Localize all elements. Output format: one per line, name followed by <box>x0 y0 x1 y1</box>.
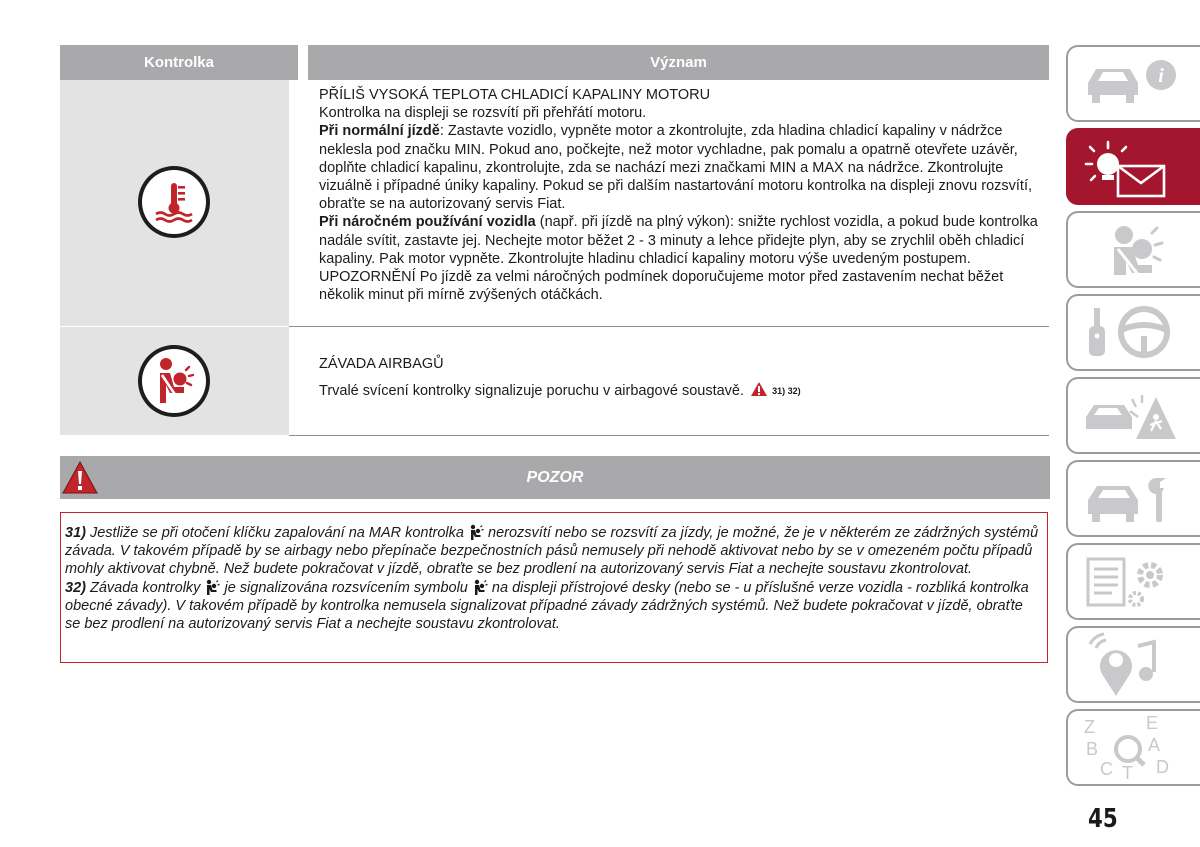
tab-key-steering[interactable] <box>1066 294 1200 371</box>
index-icon <box>1076 715 1186 783</box>
note-32: 32) Závada kontrolky je signalizována rozsvícením symbolu na displeji přístrojové desky (nebo se - u příslušné verze vozidla - rozbliká kontrolka obecné závady). V takovém případě by kontrolka nemusela signalizovat případné závady zádržných systémů. Než budete pokračovat v jízdě, obraťte se bez prodlení na autorizovaný servis Fiat a nechejte soustavu zkontrolovat. <box>65 579 1029 633</box>
multimedia-icon <box>1076 632 1186 700</box>
tab-multimedia[interactable] <box>1066 626 1200 703</box>
svg-text:A: A <box>1148 735 1161 755</box>
svg-text:B: B <box>1086 739 1099 759</box>
airbag-title: ZÁVADA AIRBAGŮ <box>319 356 444 372</box>
svg-text:D: D <box>1156 757 1169 777</box>
airbag-fault-icon <box>138 345 210 417</box>
warning-lights-icon <box>1076 134 1186 202</box>
tab-warning-lights[interactable] <box>1066 128 1200 205</box>
coolant-note: UPOZORNĚNÍ Po jízdě za velmi náročných podmínek doporučujeme motor před zastavením nechat běžet několik minut při mírně zvýšených otáčkách. <box>319 269 1004 304</box>
airbag-small-icon <box>204 579 220 595</box>
coolant-temperature-icon <box>138 166 210 238</box>
coolant-normal-paragraph: Při normální jízdě: Zastavte vozidlo, vypněte motor a zkontrolujte, zda hladina chladicí kapaliny v nádržce neklesla pod značku MIN. Pokud ano, počkejte, než motor vychladne, pak pomalu a opatrně otevřete uzávěr, doplňte chladicí kapalinu, zkontrolujte, zda se nachází mezi značkami MIN a MAX na nádržce. Zkontrolujte vizuálně i případné úniky kapaliny. Pokud se při dalším nastartování motoru kontrolka na displeji znovu rozsvítí, obraťte se na autorizovaný servis Fiat. <box>319 123 1033 213</box>
coolant-title: PŘÍLIŠ VYSOKÁ TEPLOTA CHLADICÍ KAPALINY MOTORU <box>319 87 711 103</box>
pozor-text <box>65 524 1040 633</box>
tab-car-maintenance[interactable] <box>1066 460 1200 537</box>
airbag-small-icon <box>468 524 484 540</box>
svg-text:Z: Z <box>1084 717 1095 737</box>
car-info-icon <box>1076 51 1186 119</box>
car-emergency-icon <box>1076 383 1186 451</box>
coolant-description <box>319 86 1049 304</box>
tab-airbag-seat[interactable] <box>1066 211 1200 288</box>
table-header-vyznam: Význam <box>308 45 1049 80</box>
warning-triangle-icon <box>750 381 768 397</box>
page-number: 45 <box>1088 804 1118 834</box>
tab-car-info[interactable] <box>1066 45 1200 122</box>
pozor-title: POZOR <box>526 468 584 486</box>
key-steering-icon <box>1076 300 1186 368</box>
row-divider <box>289 435 1049 436</box>
note-31: 31) Jestliže se při otočení klíčku zapalování na MAR kontrolka nerozsvítí nebo se rozsvítí za jízdy, je možné, že je v některém ze zádržných systémů závada. V takovém případě by se airbagy nebo přepínače bezpečnostních pásů nemusely při nehodě aktivovat nebo by se v omezeném počtu případů mohly aktivovat chybně. Než budete pokračovat v jízdě, obraťte se bez prodlení na autorizovaný servis Fiat a nechejte soustavu zkontrolovat. <box>65 525 1039 578</box>
car-maintenance-icon <box>1076 466 1186 534</box>
svg-text:i: i <box>1158 65 1164 87</box>
tab-car-emergency[interactable] <box>1066 377 1200 454</box>
svg-text:T: T <box>1122 763 1133 783</box>
coolant-heavy-paragraph: Při náročném používání vozidla (např. při jízdě na plný výkon): snižte rychlost vozidla, a pokud bude kontrolka nadále svítit, zastavte jej. Nechejte motor běžet 2 - 3 minuty a lehce přidejte plyn, aby se zrychlil oběh chladicí kapaliny. Pak motor vypněte. Zkontrolujte hladinu chladicí kapaliny motoru výše uvedeným postupem. <box>319 214 1038 267</box>
row-divider <box>289 326 1049 327</box>
specifications-icon <box>1076 549 1186 617</box>
airbag-seat-icon <box>1076 217 1186 285</box>
tab-specifications[interactable] <box>1066 543 1200 620</box>
coolant-line1: Kontrolka na displeji se rozsvítí při přehřátí motoru. <box>319 105 647 122</box>
airbag-description <box>319 355 1049 400</box>
table-header-kontrolka: Kontrolka <box>60 45 298 80</box>
airbag-refs: 31) 32) <box>772 386 801 397</box>
icon-cell-coolant <box>60 80 289 326</box>
airbag-line1: Trvalé svícení kontrolky signalizuje poruchu v airbagové soustavě. 31) 32) <box>319 383 801 400</box>
airbag-small-icon <box>472 579 488 595</box>
tab-index[interactable] <box>1066 709 1200 786</box>
svg-text:E: E <box>1146 715 1159 733</box>
svg-text:C: C <box>1100 759 1113 779</box>
icon-cell-airbag <box>60 327 289 435</box>
